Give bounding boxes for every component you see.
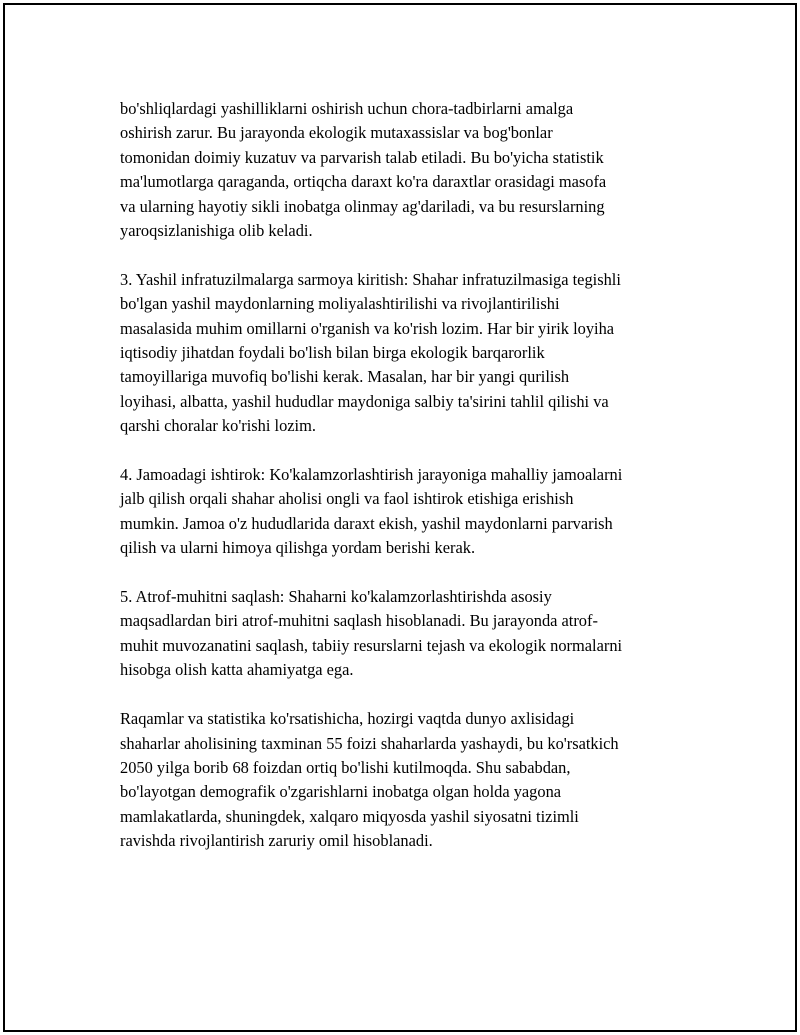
text-line: 2050 yilga borib 68 foizdan ortiq bo'lishi kutilmoqda. Shu sababdan, xyxy=(120,757,571,777)
text-line: maqsadlardan biri atrof-muhitni saqlash hisoblanadi. Bu jarayonda atrof- xyxy=(120,611,598,631)
paragraph-statistics xyxy=(120,707,720,853)
text-line: iqtisodiy jihatdan foydali bo'lish bilan birga ekologik barqarorlik xyxy=(120,343,545,363)
paragraph-environment-protection xyxy=(120,585,720,683)
text-line: mamlakatlarda, shuningdek, xalqaro miqyosda yashil siyosatni tizimli xyxy=(120,806,579,826)
text-line: jalb qilish orqali shahar aholisi ongli va faol ishtirok etishiga erishish xyxy=(120,489,574,509)
text-line: masalasida muhim omillarni o'rganish va ko'rish lozim. Har bir yirik loyiha xyxy=(120,318,615,338)
text-line: shaharlar aholisining taxminan 55 foizi shaharlarda yashaydi, bu ko'rsatkich xyxy=(120,733,619,753)
text-line: 3. Yashil infratuzilmalarga sarmoya kiritish: Shahar infratuzilmasiga tegishli xyxy=(120,269,621,289)
text-line: yaroqsizlanishiga olib keladi. xyxy=(120,221,313,241)
text-line: 5. Atrof-muhitni saqlash: Shaharni ko'kalamzorlashtirishda asosiy xyxy=(120,587,552,607)
text-line: 4. Jamoadagi ishtirok: Ko'kalamzorlashtirish jarayoniga mahalliy jamoalarni xyxy=(120,465,623,485)
text-line: muhit muvozanatini saqlash, tabiiy resurslarni tejash va ekologik normalarni xyxy=(120,635,623,655)
text-line: bo'lgan yashil maydonlarning moliyalashtirilishi va rivojlantirilishi xyxy=(120,294,560,314)
text-line: oshirish zarur. Bu jarayonda ekologik mutaxassislar va bog'bonlar xyxy=(120,123,553,143)
page-frame xyxy=(3,3,797,1032)
text-line: mumkin. Jamoa o'z hududlarida daraxt ekish, yashil maydonlarni parvarish xyxy=(120,513,613,533)
text-line: qarshi choralar ko'rishi lozim. xyxy=(120,416,316,436)
document-body xyxy=(120,97,720,878)
paragraph-green-infrastructure xyxy=(120,268,720,439)
text-line: loyihasi, albatta, yashil hududlar maydoniga salbiy ta'sirini tahlil qilishi va xyxy=(120,391,609,411)
text-line: tamoyillariga muvofiq bo'lishi kerak. Masalan, har bir yangi qurilish xyxy=(120,367,570,387)
paragraph-community-participation xyxy=(120,463,720,561)
text-line: qilish va ularni himoya qilishga yordam berishi kerak. xyxy=(120,538,476,558)
text-line: bo'layotgan demografik o'zgarishlarni inobatga olgan holda yagona xyxy=(120,782,562,802)
text-line: hisobga olish katta ahamiyatga ega. xyxy=(120,660,354,680)
text-line: Raqamlar va statistika ko'rsatishicha, hozirgi vaqtda dunyo axlisidagi xyxy=(120,709,575,729)
text-line: ma'lumotlarga qaraganda, ortiqcha daraxt ko'ra daraxtlar orasidagi masofa xyxy=(120,172,607,192)
text-line: va ularning hayotiy sikli inobatga olinmay ag'dariladi, va bu resurslarning xyxy=(120,196,605,216)
text-line: ravishda rivojlantirish zaruriy omil hisoblanadi. xyxy=(120,831,433,851)
text-line: tomonidan doimiy kuzatuv va parvarish talab etiladi. Bu bo'yicha statistik xyxy=(120,147,604,167)
paragraph-intro-continuation xyxy=(120,97,720,243)
text-line: bo'shliqlardagi yashilliklarni oshirish uchun chora-tadbirlarni amalga xyxy=(120,99,574,118)
